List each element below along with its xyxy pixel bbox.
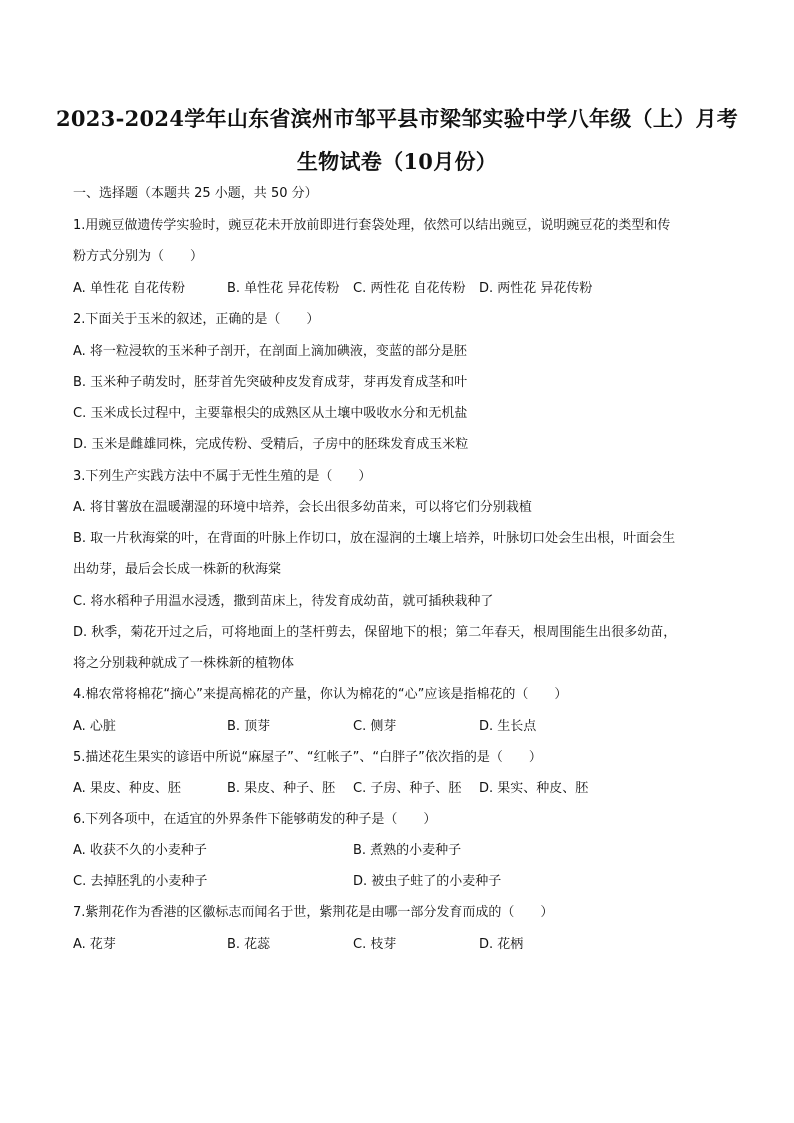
question-6-stem: 6.下列各项中，在适宜的外界条件下能够萌发的种子是（ ） <box>73 812 437 827</box>
question-5-stem: 5.描述花生果实的谚语中所说“麻屋子”、“红帐子”、“白胖子”依次指的是（ ） <box>73 750 542 765</box>
exam-title-line1: 2023-2024学年山东省滨州市邹平县市梁邹实验中学八年级（上）月考 <box>55 106 739 131</box>
question-3-option-c: C. 将水稻种子用温水浸透，撒到苗床上，待发育成幼苗，就可插秧栽种了 <box>73 594 494 609</box>
question-2-option-c: C. 玉米成长过程中，主要靠根尖的成熟区从土壤中吸收水分和无机盐 <box>73 406 468 421</box>
question-7-option-b: B. 花蕊 <box>227 937 271 952</box>
question-7-stem: 7.紫荆花作为香港的区徽标志而闻名于世，紫荆花是由哪一部分发育而成的（ ） <box>73 905 554 920</box>
question-6-option-c: C. 去掉胚乳的小麦种子 <box>73 874 208 889</box>
question-1-option-c: C. 两性花 自花传粉 <box>353 281 466 296</box>
question-3-option-b-line1: B. 取一片秋海棠的叶，在背面的叶脉上作切口，放在湿润的土壤上培养，叶脉切口处会生出根，叶面会生 <box>73 531 676 546</box>
question-4-option-d: D. 生长点 <box>479 719 537 734</box>
question-5-option-d: D. 果实、种皮、胚 <box>479 781 589 796</box>
question-4-option-c: C. 侧芽 <box>353 719 397 734</box>
question-6-option-d: D. 被虫子蛀了的小麦种子 <box>353 874 502 889</box>
question-3-option-d-line1: D. 秋季，菊花开过之后，可将地面上的茎杆剪去，保留地下的根；第二年春天，根周围能生出很多幼苗， <box>73 625 677 640</box>
question-3-option-a: A. 将甘薯放在温暖潮湿的环境中培养，会长出很多幼苗来，可以将它们分别栽植 <box>73 500 532 515</box>
question-2-option-b: B. 玉米种子萌发时，胚芽首先突破种皮发育成芽，芽再发育成茎和叶 <box>73 375 468 390</box>
question-4-option-b: B. 顶芽 <box>227 719 271 734</box>
section-heading: 一、选择题（本题共 25 小题，共 50 分） <box>73 186 318 201</box>
question-4-stem: 4.棉农常将棉花“摘心”来提高棉花的产量，你认为棉花的“心”应该是指棉花的（ ） <box>73 687 568 702</box>
question-1-option-d: D. 两性花 异花传粉 <box>479 281 593 296</box>
question-7-option-a: A. 花芽 <box>73 937 116 952</box>
question-3-stem: 3.下列生产实践方法中不属于无性生殖的是（ ） <box>73 469 372 484</box>
question-2-stem: 2.下面关于玉米的叙述，正确的是（ ） <box>73 312 320 327</box>
question-1-option-a: A. 单性花 自花传粉 <box>73 281 186 296</box>
question-2-option-a: A. 将一粒浸软的玉米种子剖开，在剖面上滴加碘液，变蓝的部分是胚 <box>73 344 467 359</box>
question-4-option-a: A. 心脏 <box>73 719 116 734</box>
question-5-option-a: A. 果皮、种皮、胚 <box>73 781 181 796</box>
question-6-option-a: A. 收获不久的小麦种子 <box>73 843 207 858</box>
question-7-option-c: C. 枝芽 <box>353 937 397 952</box>
question-1-option-b: B. 单性花 异花传粉 <box>227 281 340 296</box>
question-1-stem-line1: 1.用豌豆做遗传学实验时，豌豆花未开放前即进行套袋处理，依然可以结出豌豆，说明豌豆花的类型和传 <box>73 218 671 233</box>
question-6-option-b: B. 煮熟的小麦种子 <box>353 843 462 858</box>
question-5-option-b: B. 果皮、种子、胚 <box>227 781 336 796</box>
question-7-option-d: D. 花柄 <box>479 937 524 952</box>
question-3-option-d-line2: 将之分别栽种就成了一株株新的植物体 <box>73 656 295 671</box>
question-5-option-c: C. 子房、种子、胚 <box>353 781 462 796</box>
question-1-stem-line2: 粉方式分别为（ ） <box>73 249 204 264</box>
question-2-option-d: D. 玉米是雌雄同株，完成传粉、受精后，子房中的胚珠发育成玉米粒 <box>73 437 469 452</box>
exam-title-line2: 生物试卷（10月份） <box>296 149 498 174</box>
question-3-option-b-line2: 出幼芽，最后会长成一株新的秋海棠 <box>73 562 282 577</box>
